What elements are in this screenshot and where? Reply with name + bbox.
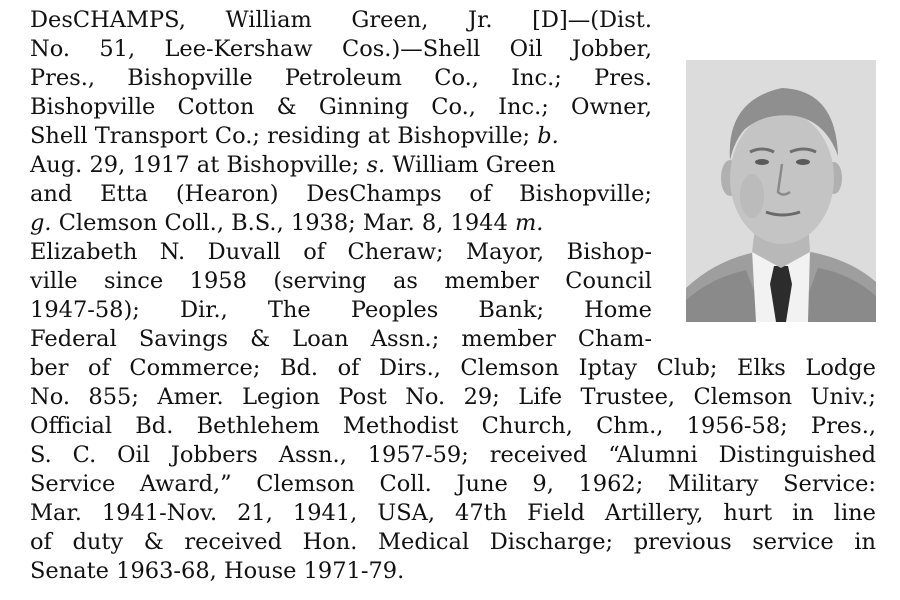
bio-line-10: ville since 1958 (serving as member Council <box>30 268 652 294</box>
bio-line-18: Mar. 1941-Nov. 21, 1941, USA, 47th Field Artillery, hurt in line <box>30 500 876 526</box>
bio-line-7: and Etta (Hearon) DesChamps of Bishopville; <box>30 181 652 207</box>
bio-line-3: Pres., Bishopville Petroleum Co., Inc.; Pres. <box>30 65 652 91</box>
bio-line-14: No. 855; Amer. Legion Post No. 29; Life Trustee, Clemson Univ.; <box>30 384 876 410</box>
bio-line-2: No. 51, Lee-Kershaw Cos.)—Shell Oil Jobber, <box>30 36 652 62</box>
bio-line-11: 1947-58); Dir., The Peoples Bank; Home <box>30 297 652 323</box>
portrait-photo <box>686 60 876 322</box>
bio-line-4: Bishopville Cotton & Ginning Co., Inc.; Owner, <box>30 94 652 120</box>
bio-line-17: Service Award,” Clemson Coll. June 9, 1962; Military Service: <box>30 471 876 497</box>
bio-line-1: DesCHAMPS, William Green, Jr. [D]—(Dist. <box>30 7 652 33</box>
bio-line-13: ber of Commerce; Bd. of Dirs., Clemson Iptay Club; Elks Lodge <box>30 355 876 381</box>
bio-line-12: Federal Savings & Loan Assn.; member Cham- <box>30 326 652 352</box>
bio-line-8: g. Clemson Coll., B.S., 1938; Mar. 8, 1944 m. <box>30 210 544 236</box>
bio-line-19: of duty & received Hon. Medical Discharge; previous service in <box>30 529 876 555</box>
bio-line-20: Senate 1963-68, House 1971-79. <box>30 558 405 584</box>
bio-line-16: S. C. Oil Jobbers Assn., 1957-59; received “Alumni Distinguished <box>30 442 876 468</box>
bio-line-5: Shell Transport Co.; residing at Bishopville; b. <box>30 123 559 149</box>
bio-line-15: Official Bd. Bethlehem Methodist Church, Chm., 1956-58; Pres., <box>30 413 876 439</box>
bio-line-6: Aug. 29, 1917 at Bishopville; s. William Green <box>30 152 556 178</box>
bio-line-9: Elizabeth N. Duvall of Cheraw; Mayor, Bishop- <box>30 239 652 265</box>
